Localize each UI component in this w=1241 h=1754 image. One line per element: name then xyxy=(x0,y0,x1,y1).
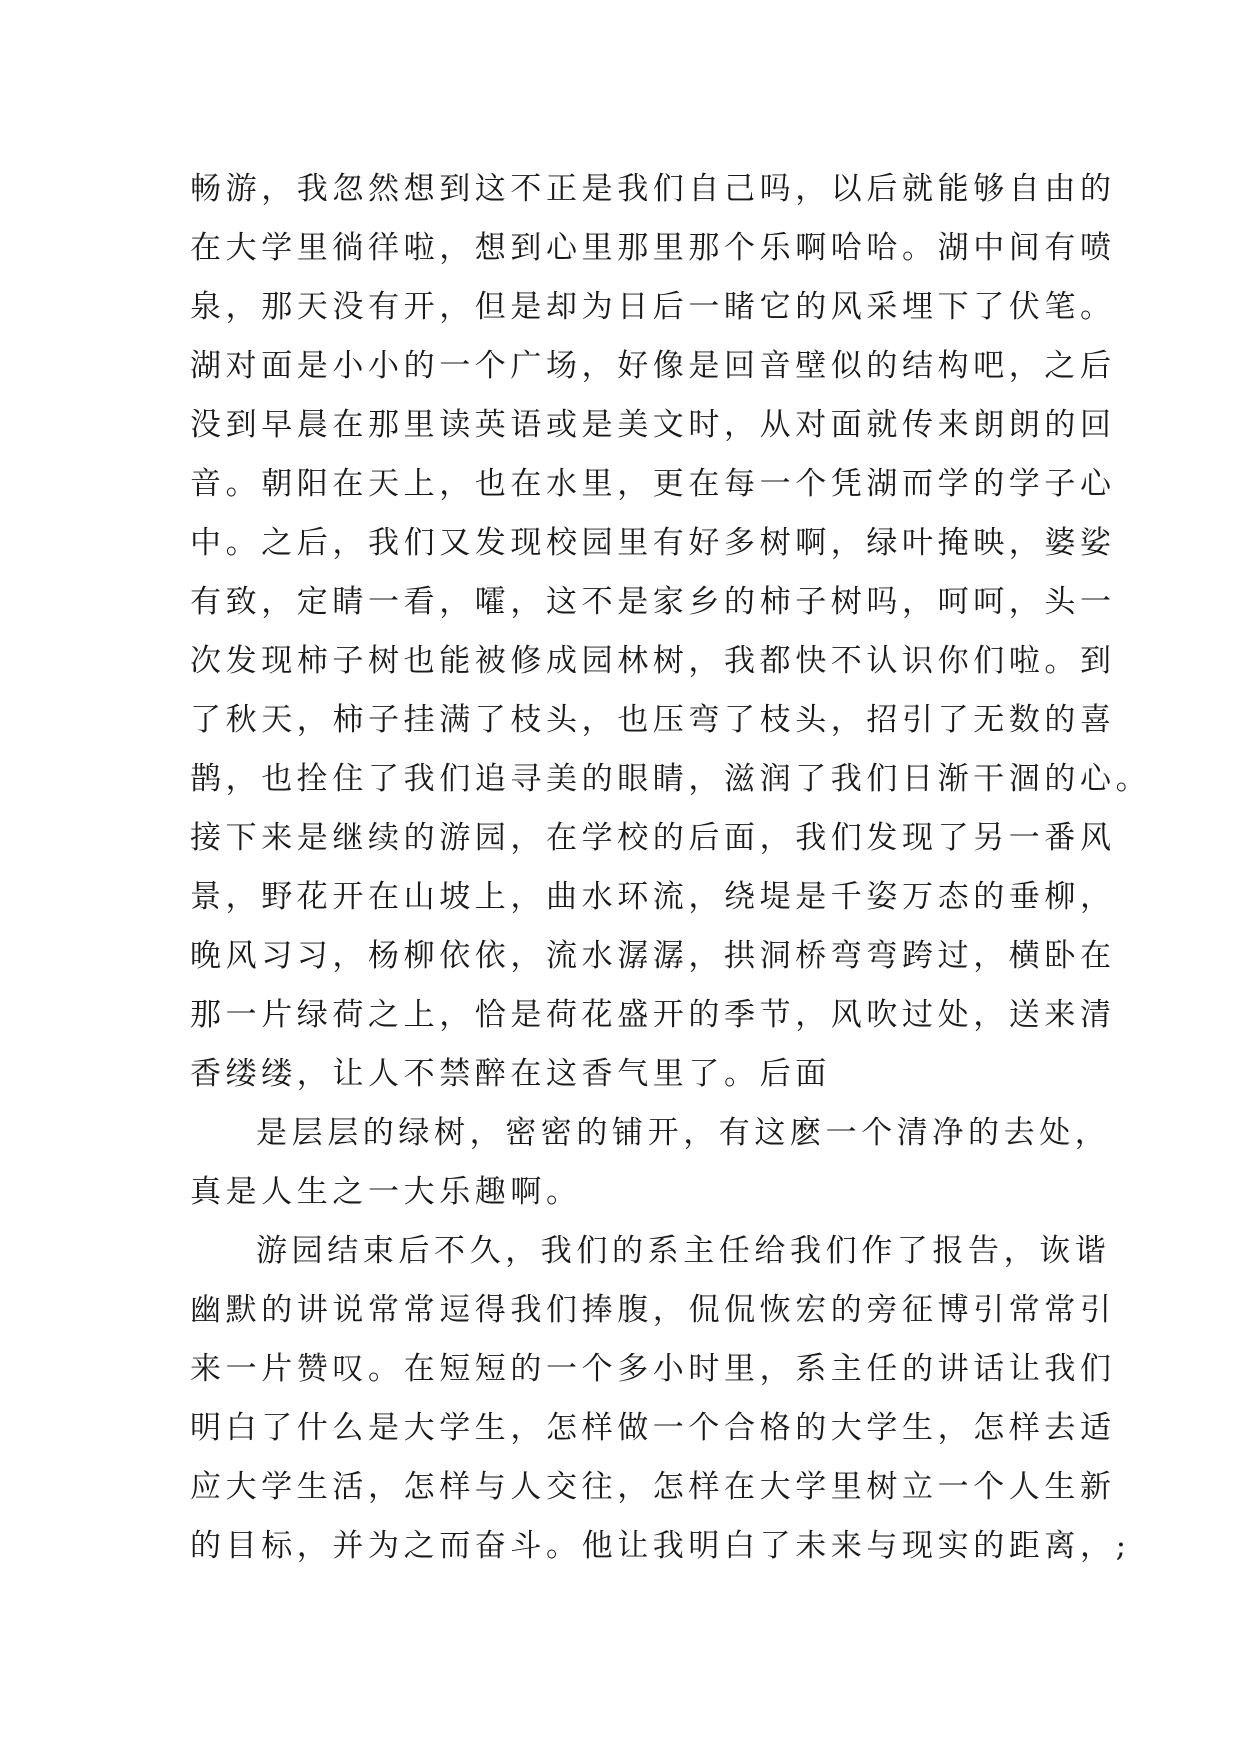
text-line: 景，野花开在山坡上，曲水环流，绕堤是千姿万态的垂柳， xyxy=(190,879,1116,915)
text-line: 泉，那天没有开，但是却为日后一睹它的风采埋下了伏笔。 xyxy=(190,289,1116,325)
text-line: 次发现柿子树也能被修成园林树，我都快不认识你们啦。到 xyxy=(190,643,1116,679)
text-line: 没到早晨在那里读英语或是美文时，从对面就传来朗朗的回 xyxy=(190,407,1116,443)
text-line: 鹊，也拴住了我们追寻美的眼睛，滋润了我们日渐干涸的心。 xyxy=(190,761,1152,797)
text-line: 应大学生活，怎样与人交往，怎样在大学里树立一个人生新 xyxy=(190,1469,1116,1505)
text-line: 有致，定睛一看，嚯，这不是家乡的柿子树吗，呵呵，头一 xyxy=(190,584,1116,620)
text-line: 接下来是继续的游园，在学校的后面，我们发现了另一番风 xyxy=(190,820,1116,856)
text-line: 来一片赞叹。在短短的一个多小时里，系主任的讲话让我们 xyxy=(190,1351,1116,1387)
text-line: 了秋天，柿子挂满了枝头，也压弯了枝头，招引了无数的喜 xyxy=(190,702,1116,738)
text-line: 畅游，我忽然想到这不正是我们自己吗，以后就能够自由的 xyxy=(190,171,1116,207)
text-line: 中。之后，我们又发现校园里有好多树啊，绿叶掩映，婆娑 xyxy=(190,525,1116,561)
text-line: 明白了什么是大学生，怎样做一个合格的大学生，怎样去适 xyxy=(190,1410,1116,1446)
text-line: 音。朝阳在天上，也在水里，更在每一个凭湖而学的学子心 xyxy=(190,466,1116,502)
text-line: 那一片绿荷之上，恰是荷花盛开的季节，风吹过处，送来清 xyxy=(190,997,1116,1033)
text-line: 香缕缕，让人不禁醉在这香气里了。后面 xyxy=(190,1056,831,1092)
paragraph-start-line: 是层层的绿树，密密的铺开，有这麽一个清净的去处， xyxy=(256,1115,1111,1151)
text-line: 在大学里徜徉啦，想到心里那里那个乐啊哈哈。湖中间有喷 xyxy=(190,230,1116,266)
text-line: 湖对面是小小的一个广场，好像是回音壁似的结构吧，之后 xyxy=(190,348,1116,384)
text-line: 的目标，并为之而奋斗。他让我明白了未来与现实的距离，; xyxy=(190,1528,1131,1564)
text-line: 幽默的讲说常常逗得我们捧腹，侃侃恢宏的旁征博引常常引 xyxy=(190,1292,1116,1328)
body-text xyxy=(190,160,1152,1576)
text-line: 晚风习习，杨柳依依，流水潺潺，拱洞桥弯弯跨过，横卧在 xyxy=(190,938,1116,974)
text-line: 真是人生之一大乐趣啊。 xyxy=(190,1174,582,1210)
paragraph-start-line: 游园结束后不久，我们的系主任给我们作了报告，诙谐 xyxy=(256,1233,1111,1269)
